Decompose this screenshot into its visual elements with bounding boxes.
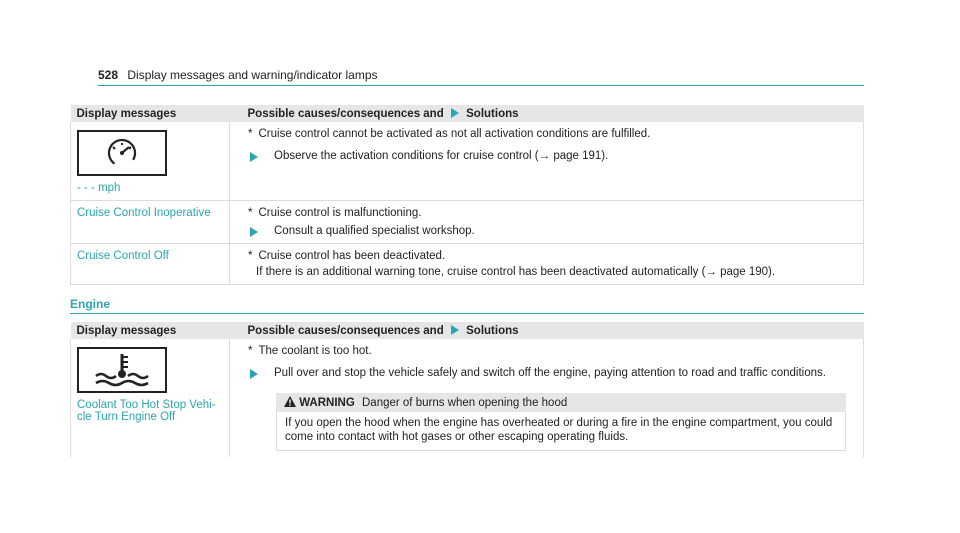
action-text: Observe the activation conditions for cruise control (→ page 191). xyxy=(274,150,609,162)
table-header-row xyxy=(71,105,864,122)
table-row xyxy=(71,201,864,244)
table-row xyxy=(71,244,864,285)
table-row xyxy=(71,339,864,457)
asterisk: * xyxy=(248,250,253,262)
asterisk: * xyxy=(248,345,253,357)
coolant-temperature-icon xyxy=(77,347,167,393)
section-rule xyxy=(70,313,864,314)
speedometer-icon xyxy=(77,130,167,176)
col-causes-solutions xyxy=(230,322,864,339)
table-header-row xyxy=(71,322,864,339)
action-text: Consult a qualified specialist workshop. xyxy=(274,225,475,237)
cause-text: Cruise control is malfunctioning. xyxy=(258,207,422,219)
arrow-bullet-icon xyxy=(451,108,459,118)
note-text: If there is an additional warning tone, cruise control has been deactivated automatically (→ page 190). xyxy=(256,266,776,278)
cruise-messages-table xyxy=(70,105,864,285)
message-label: - - - mph xyxy=(77,182,121,194)
warning-box xyxy=(276,393,846,451)
engine-messages-table xyxy=(70,322,864,457)
page-number: 528 xyxy=(98,68,119,82)
col-display-messages: Display messages xyxy=(71,105,230,122)
cause-text: The coolant is too hot. xyxy=(258,345,372,357)
col-causes-prefix: Possible causes/consequences and xyxy=(247,324,444,337)
cause-text: Cruise control has been deactivated. xyxy=(258,250,446,262)
message-label: Coolant Too Hot Stop Vehi-cle Turn Engine Off xyxy=(77,399,216,423)
warning-triangle-icon xyxy=(284,397,299,409)
asterisk: * xyxy=(248,128,253,140)
col-causes-prefix: Possible causes/consequences and xyxy=(247,107,444,120)
arrow-bullet-icon xyxy=(250,369,258,379)
col-solutions-suffix: Solutions xyxy=(466,107,519,120)
table-row xyxy=(71,122,864,201)
warning-text: If you open the hood when the engine has overheated or during a fire in the engine compartment, you could come into contact with hot gases or other escaping operating fluids. xyxy=(276,412,846,451)
section-title: Engine xyxy=(70,297,111,311)
asterisk: * xyxy=(248,207,253,219)
col-solutions-suffix: Solutions xyxy=(466,324,519,337)
arrow-bullet-icon xyxy=(451,325,459,335)
message-label: Cruise Control Off xyxy=(77,250,169,262)
page-header-title: Display messages and warning/indicator lamps xyxy=(127,68,378,82)
warning-label: WARNING xyxy=(299,397,355,409)
message-label: Cruise Control Inoperative xyxy=(77,207,211,219)
warning-title: Danger of burns when opening the hood xyxy=(362,397,568,409)
arrow-bullet-icon xyxy=(250,227,258,237)
cause-text: Cruise control cannot be activated as not all activation conditions are fulfilled. xyxy=(258,128,651,140)
col-causes-solutions xyxy=(230,105,864,122)
header-rule xyxy=(98,85,864,86)
action-text: Pull over and stop the vehicle safely and switch off the engine, paying attention to road and traffic conditions. xyxy=(274,367,826,379)
col-display-messages: Display messages xyxy=(71,322,230,339)
arrow-bullet-icon xyxy=(250,152,258,162)
page-header xyxy=(98,68,378,82)
